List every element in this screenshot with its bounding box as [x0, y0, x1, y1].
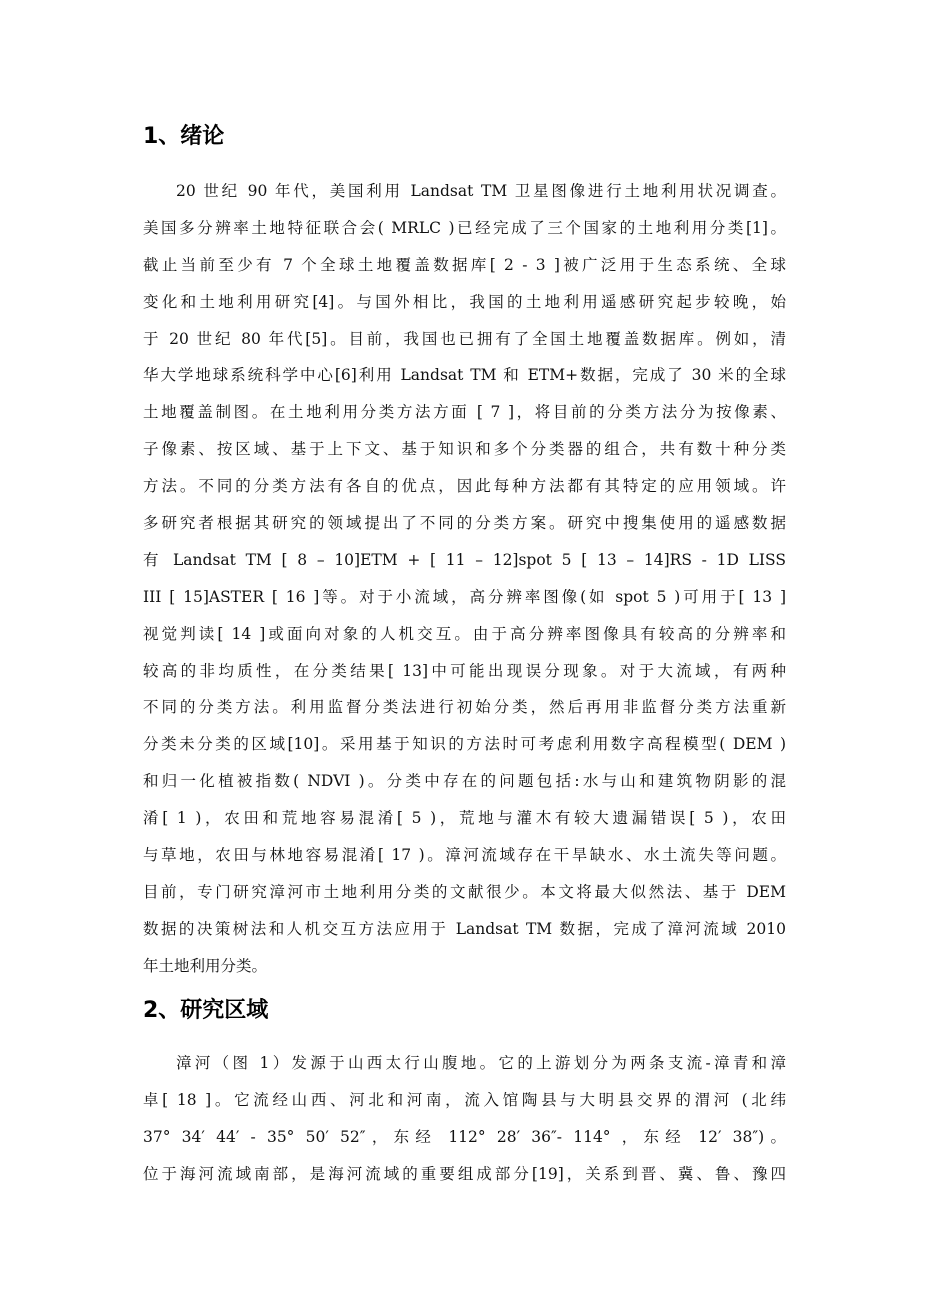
- text-line: 华大学地球系统科学中心[6]利用 Landsat TM 和 ETM+数据，完成了 30 米的全球: [143, 366, 786, 385]
- text-line: 较高的非均质性，在分类结果[ 13]中可能出现误分现象。对于大流域，有两种: [143, 661, 786, 680]
- section-heading-introduction: 1、绪论: [143, 124, 225, 149]
- text-line: 数据的决策树法和人机交互方法应用于 Landsat TM 数据，完成了漳河流域 2010: [143, 919, 786, 938]
- text-line: 和归一化植被指数( NDVI )。分类中存在的问题包括:水与山和建筑物阴影的混: [143, 772, 786, 791]
- section-heading-study-area: 2、研究区域: [143, 998, 269, 1023]
- text-line: 目前，专门研究漳河市土地利用分类的文献很少。本文将最大似然法、基于 DEM: [143, 882, 786, 901]
- text-line: 与草地，农田与林地容易混淆[ 17 )。漳河流域存在干旱缺水、水土流失等问题。: [143, 846, 786, 865]
- text-line: 方法。不同的分类方法有各自的优点，因此每种方法都有其特定的应用领域。许: [143, 477, 786, 496]
- text-line: 漳河（图 1）发源于山西太行山腹地。它的上游划分为两条支流-漳青和漳: [176, 1054, 786, 1072]
- text-line: III [ 15]ASTER [ 16 ]等。对于小流域，高分辨率图像(如 spot 5 )可用于[ 13 ]: [143, 587, 786, 606]
- text-line: 淆[ 1 )，农田和荒地容易混淆[ 5 )，荒地与灌木有较大遗漏错误[ 5 )，农田: [143, 809, 786, 828]
- text-line: 视觉判读[ 14 ]或面向对象的人机交互。由于高分辨率图像具有较高的分辨率和: [143, 624, 786, 643]
- text-line: 多研究者根据其研究的领域提出了不同的分类方案。研究中搜集使用的遥感数据: [143, 514, 786, 533]
- text-line: 土地覆盖制图。在土地利用分类方法方面 [ 7 ]，将目前的分类方法分为按像素、: [143, 403, 786, 422]
- text-line: 年土地利用分类。: [143, 956, 268, 975]
- paragraph-study-area: [143, 1045, 786, 1193]
- text-line: 变化和土地利用研究[4]。与国外相比，我国的土地利用遥感研究起步较晚，始: [143, 292, 786, 311]
- paragraph-introduction: [143, 173, 786, 985]
- text-line: 有 Landsat TM [ 8 – 10]ETM + [ 11 – 12]spot 5 [ 13 – 14]RS - 1D LISS: [143, 550, 786, 569]
- text-line: 位于海河流域南部，是海河流域的重要组成部分[19]，关系到晋、冀、鲁、豫四: [143, 1164, 786, 1183]
- text-line: 37° 34′ 44′ - 35° 50′ 52″，东经 112° 28′ 36″- 114° ，东经 12′ 38″)。: [143, 1127, 786, 1146]
- text-line: 分类未分类的区域[10]。采用基于知识的方法时可考虑利用数字高程模型( DEM ): [143, 735, 786, 754]
- text-line: 子像素、按区域、基于上下文、基于知识和多个分类器的组合，共有数十种分类: [143, 440, 786, 459]
- text-line: 20 世纪 90 年代，美国利用 Landsat TM 卫星图像进行土地利用状况调查。: [176, 182, 786, 200]
- text-line: 于 20 世纪 80 年代[5]。目前，我国也已拥有了全国土地覆盖数据库。例如，清: [143, 329, 786, 348]
- text-line: 美国多分辨率土地特征联合会( MRLC )已经完成了三个国家的土地利用分类[1]。: [143, 218, 786, 237]
- text-line: 卓[ 18 ]。它流经山西、河北和河南，流入馆陶县与大明县交界的渭河 (北纬: [143, 1090, 786, 1109]
- text-line: 截止当前至少有 7 个全球土地覆盖数据库[ 2 - 3 ]被广泛用于生态系统、全球: [143, 255, 786, 274]
- text-line: 不同的分类方法。利用监督分类法进行初始分类，然后再用非监督分类方法重新: [143, 698, 786, 717]
